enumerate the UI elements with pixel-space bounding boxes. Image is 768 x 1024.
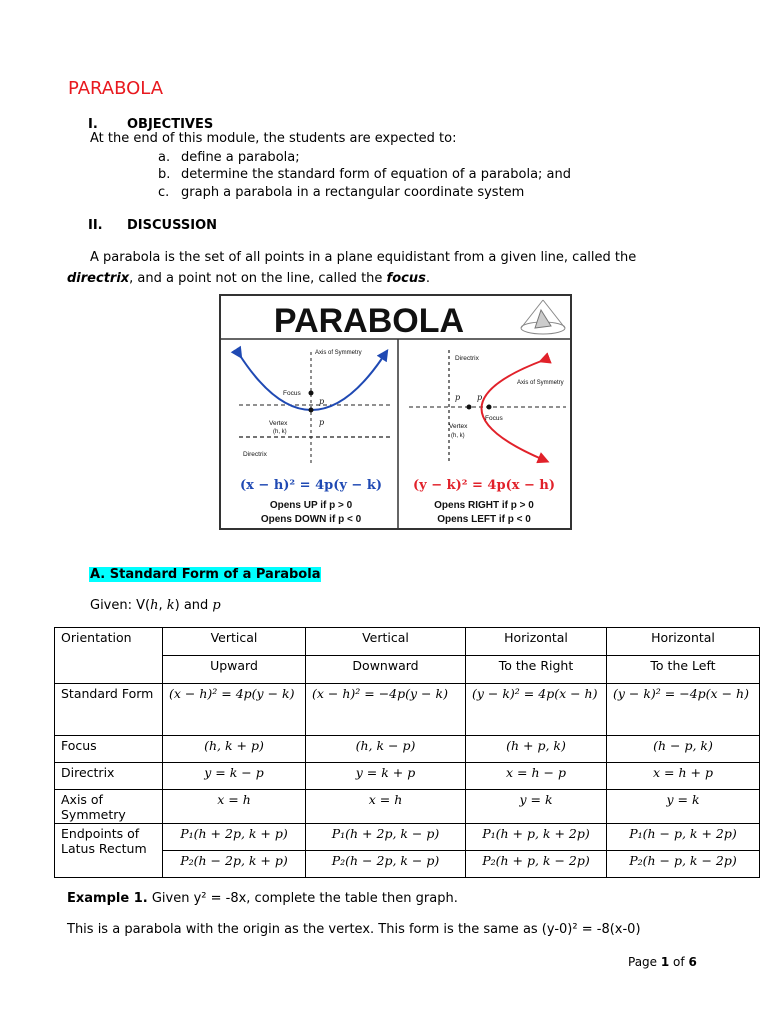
table-cell: x = h + p	[607, 763, 760, 790]
table-cell: Vertical	[306, 628, 466, 656]
term-focus: focus	[386, 271, 426, 286]
given-prefix: Given: V(	[90, 598, 151, 613]
left-opens-up: Opens UP if p > 0	[269, 500, 353, 511]
left-axis-label: Axis of Symmetry	[315, 350, 362, 356]
table-cell: P₁(h − p, k + 2p)	[607, 824, 760, 851]
table-cell: Upward	[163, 656, 306, 684]
discussion-paragraph-line-1: A parabola is the set of all points in a plane equidistant from a given line, called the	[90, 250, 637, 265]
example-line-2: This is a parabola with the origin as the vertex. This form is the same as (y-0)² = -8(x-0)	[67, 922, 641, 937]
table-cell: Axis of Symmetry	[55, 790, 163, 824]
right-opens-left: Opens LEFT if p < 0	[437, 514, 531, 525]
table-cell-orientation: Orientation	[55, 628, 163, 684]
given-line	[90, 598, 221, 613]
table-cell: Endpoints of Latus Rectum	[55, 824, 163, 878]
right-focus-point	[487, 405, 492, 410]
standard-form-table	[54, 627, 760, 878]
left-opens-down: Opens DOWN if p < 0	[260, 514, 362, 525]
objective-letter-c: c.	[158, 185, 170, 200]
table-cell: (h, k + p)	[163, 736, 306, 763]
left-vertex-point	[309, 408, 314, 413]
table-row	[55, 790, 760, 824]
table-cell: P₂(h − p, k − 2p)	[607, 851, 760, 878]
table-cell: P₁(h + 2p, k − p)	[306, 824, 466, 851]
example-label: Example 1.	[67, 891, 148, 906]
footer-page-word: Page	[628, 955, 661, 969]
table-cell: x = h	[163, 790, 306, 824]
table-cell: P₂(h + p, k − 2p)	[466, 851, 607, 878]
table-cell: Vertical	[163, 628, 306, 656]
cone-icon	[521, 300, 565, 334]
table-cell: P₁(h + 2p, k + p)	[163, 824, 306, 851]
table-row	[55, 736, 760, 763]
parabola-figure-svg	[221, 296, 570, 528]
right-opens-right: Opens RIGHT if p > 0	[434, 500, 534, 511]
given-h: h	[150, 598, 159, 613]
table-cell: Downward	[306, 656, 466, 684]
objective-item-b: determine the standard form of equation of a parabola; and	[181, 167, 572, 182]
right-vertex-label: Vertex	[449, 423, 468, 430]
footer-of-word: of	[669, 955, 689, 969]
table-cell: y = k	[607, 790, 760, 824]
example-text: Given y² = -8x, complete the table then graph.	[147, 891, 458, 906]
table-cell: Horizontal	[466, 628, 607, 656]
table-row	[55, 628, 760, 656]
given-mid: ) and	[174, 598, 213, 613]
left-vertex-label: Vertex	[269, 420, 288, 427]
right-focus-label: Focus	[485, 415, 503, 422]
right-parabola-curve	[482, 360, 545, 460]
table-cell: Directrix	[55, 763, 163, 790]
left-directrix-label: Directrix	[243, 451, 267, 458]
table-cell: y = k − p	[163, 763, 306, 790]
right-vertex-coord: (h, k)	[451, 433, 465, 439]
discussion-heading: DISCUSSION	[127, 218, 217, 233]
table-cell: (y − k)² = 4p(x − h)	[466, 684, 607, 736]
given-p: p	[212, 598, 221, 613]
discussion-text: , and a point not on the line, called the	[129, 271, 387, 286]
right-vertex-point	[467, 405, 472, 410]
table-cell: P₁(h + p, k + 2p)	[466, 824, 607, 851]
table-cell: P₂(h − 2p, k − p)	[306, 851, 466, 878]
left-focus-label: Focus	[283, 390, 301, 397]
table-cell: (x − h)² = 4p(y − k)	[163, 684, 306, 736]
table-row	[55, 684, 760, 736]
table-cell: y = k	[466, 790, 607, 824]
objective-letter-b: b.	[158, 167, 171, 182]
footer-page-total: 6	[688, 955, 697, 969]
right-p-label-right: p	[477, 393, 483, 402]
discussion-paragraph-line-2	[67, 271, 430, 286]
left-p-label-bottom: p	[319, 418, 325, 427]
table-cell: Horizontal	[607, 628, 760, 656]
table-cell: Standard Form	[55, 684, 163, 736]
objective-item-c: graph a parabola in a rectangular coordinate system	[181, 185, 525, 200]
given-k: k	[166, 598, 175, 613]
term-directrix: directrix	[67, 271, 130, 286]
poster-title: PARABOLA	[273, 302, 465, 340]
table-cell: To the Right	[466, 656, 607, 684]
table-cell: y = k + p	[306, 763, 466, 790]
left-focus-point	[309, 391, 314, 396]
right-p-label-left: p	[455, 393, 461, 402]
table-cell: (h, k − p)	[306, 736, 466, 763]
parabola-figure	[219, 294, 572, 530]
right-directrix-label: Directrix	[455, 355, 479, 362]
objective-letter-a: a.	[158, 150, 171, 165]
table-cell: P₂(h − 2p, k + p)	[163, 851, 306, 878]
objectives-intro: At the end of this module, the students are expected to:	[90, 131, 457, 146]
table-cell: x = h − p	[466, 763, 607, 790]
discussion-period: .	[425, 271, 430, 286]
left-parabola-curve	[239, 354, 385, 410]
discussion-numeral: II.	[88, 218, 103, 233]
table-cell: (h + p, k)	[466, 736, 607, 763]
objective-item-a: define a parabola;	[181, 150, 300, 165]
left-vertex-coord: (h, k)	[273, 429, 287, 435]
right-equation: (y − k)² = 4p(x − h)	[412, 478, 556, 493]
table-cell: (x − h)² = −4p(y − k)	[306, 684, 466, 736]
table-cell: To the Left	[607, 656, 760, 684]
left-p-label-top: p	[319, 397, 325, 406]
objectives-numeral: I.	[88, 117, 98, 132]
table-cell: (h − p, k)	[607, 736, 760, 763]
section-a-heading	[89, 567, 321, 582]
table-row	[55, 824, 760, 851]
table-cell: x = h	[306, 790, 466, 824]
page-footer	[628, 955, 697, 969]
section-a-highlight: A. Standard Form of a Parabola	[90, 567, 321, 582]
table-cell: Focus	[55, 736, 163, 763]
given-sep: ,	[158, 598, 167, 613]
left-equation: (x − h)² = 4p(y − k)	[239, 478, 383, 493]
table-cell: (y − k)² = −4p(x − h)	[607, 684, 760, 736]
page-title: PARABOLA	[68, 78, 164, 99]
example-1	[67, 891, 458, 906]
table-row	[55, 763, 760, 790]
right-axis-label: Axis of Symmetry	[517, 380, 564, 386]
objectives-heading: OBJECTIVES	[127, 117, 214, 132]
footer-page-number: 1	[660, 955, 670, 969]
